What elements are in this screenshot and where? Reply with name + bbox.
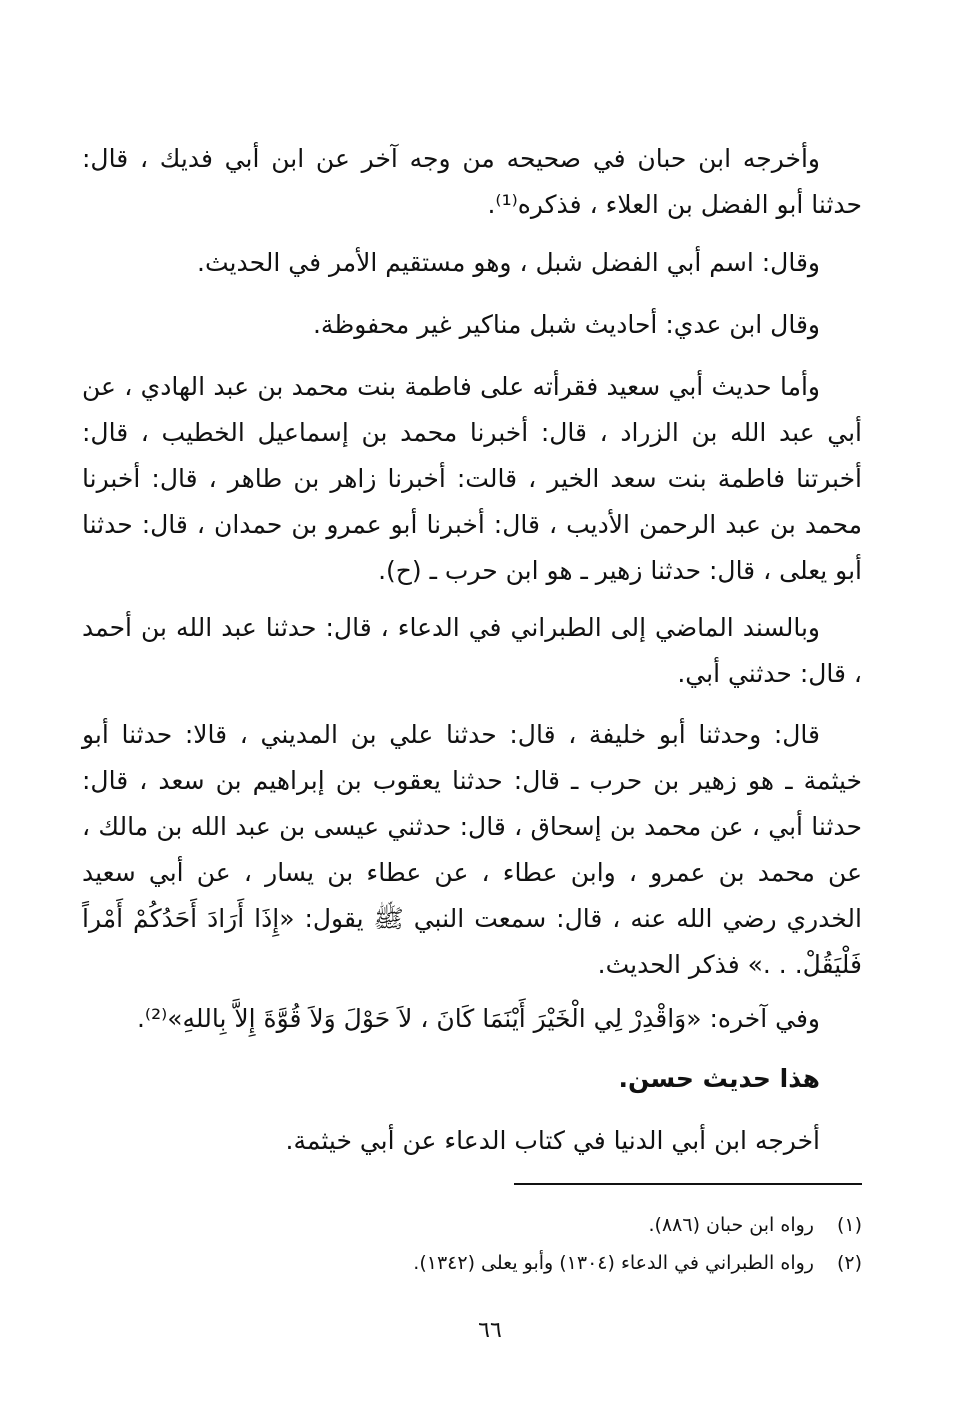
footnote-separator bbox=[514, 1183, 862, 1185]
footnote-1-number: (١) bbox=[836, 1214, 862, 1236]
paragraph-9: أخرجه ابن أبي الدنيا في كتاب الدعاء عن أبي خيثمة. bbox=[285, 1126, 820, 1155]
page-number: ٦٦ bbox=[478, 1318, 502, 1343]
paragraph-5: وبالسند الماضي إلى الطبراني في الدعاء ، قال: حدثنا عبد الله بن أحمد ، قال: حدثني أبي. bbox=[82, 613, 862, 688]
paragraph-1: وأخرجه ابن حبان في صحيحه من وجه آخر عن ابن أبي فديك ، قال: حدثنا أبو الفضل بن العلاء ، فذكره⁽¹⁾. bbox=[82, 144, 862, 219]
footnote-1-text: رواه ابن حبان (٨٨٦). bbox=[648, 1214, 814, 1236]
paragraph-3: وقال ابن عدي: أحاديث شبل مناكير غير محفوظة. bbox=[312, 310, 820, 339]
footnote-1 bbox=[82, 1210, 862, 1240]
paragraph-4: وأما حديث أبي سعيد فقرأته على فاطمة بنت محمد بن عبد الهادي ، عن أبي عبد الله بن الزراد ، قال: أخبرنا محمد بن إسماعيل الخطيب ، قال: أخبرتنا فاطمة بنت سعد الخير ، قالت: أخبرنا زاهر بن طاهر ، قال: أخبرنا محمد بن عبد الرحمن الأديب ، قال: أخبرنا أبو عمرو بن حمدان ، قال: حدثنا أبو يعلى ، قال: حدثنا زهير ـ هو ابن حرب ـ (ح). bbox=[82, 372, 862, 585]
paragraph-2: وقال: اسم أبي الفضل شبل ، وهو مستقيم الأمر في الحديث. bbox=[197, 248, 820, 277]
footnote-2 bbox=[82, 1248, 862, 1278]
paragraph-6: قال: وحدثنا أبو خليفة ، قال: حدثنا علي بن المديني ، قالا: حدثنا أبو خيثمة ـ هو زهير بن حرب ـ قال: حدثنا يعقوب بن إبراهيم بن سعد ، قال: حدثنا أبي ، عن محمد بن إسحاق ، قال: حدثني عيسى بن عبد الله بن مالك ، عن محمد بن عمرو ، وابن عطاء ، عن عطاء بن يسار ، عن أبي سعيد الخدري رضي الله عنه ، قال: سمعت النبي ﷺ يقول: «إِذَا أَرَادَ أَحَدُكُمْ أَمْراً فَلْيَقُلْ. . .» فذكر الحديث. bbox=[82, 720, 862, 979]
paragraph-8: هذا حديث حسن. bbox=[618, 1064, 820, 1093]
paragraph-7: وفي آخره: «وَاقْدِرْ لِي الْخَيْرَ أَيْنَمَا كَانَ ، لاَ حَوْلَ وَلاَ قُوَّةَ إِلاَّ بِاللهِ»⁽²⁾. bbox=[136, 1004, 820, 1033]
footnote-2-number: (٢) bbox=[836, 1252, 862, 1274]
footnote-2-text: رواه الطبراني في الدعاء (١٣٠٤) وأبو يعلى (١٣٤٢). bbox=[413, 1252, 814, 1274]
